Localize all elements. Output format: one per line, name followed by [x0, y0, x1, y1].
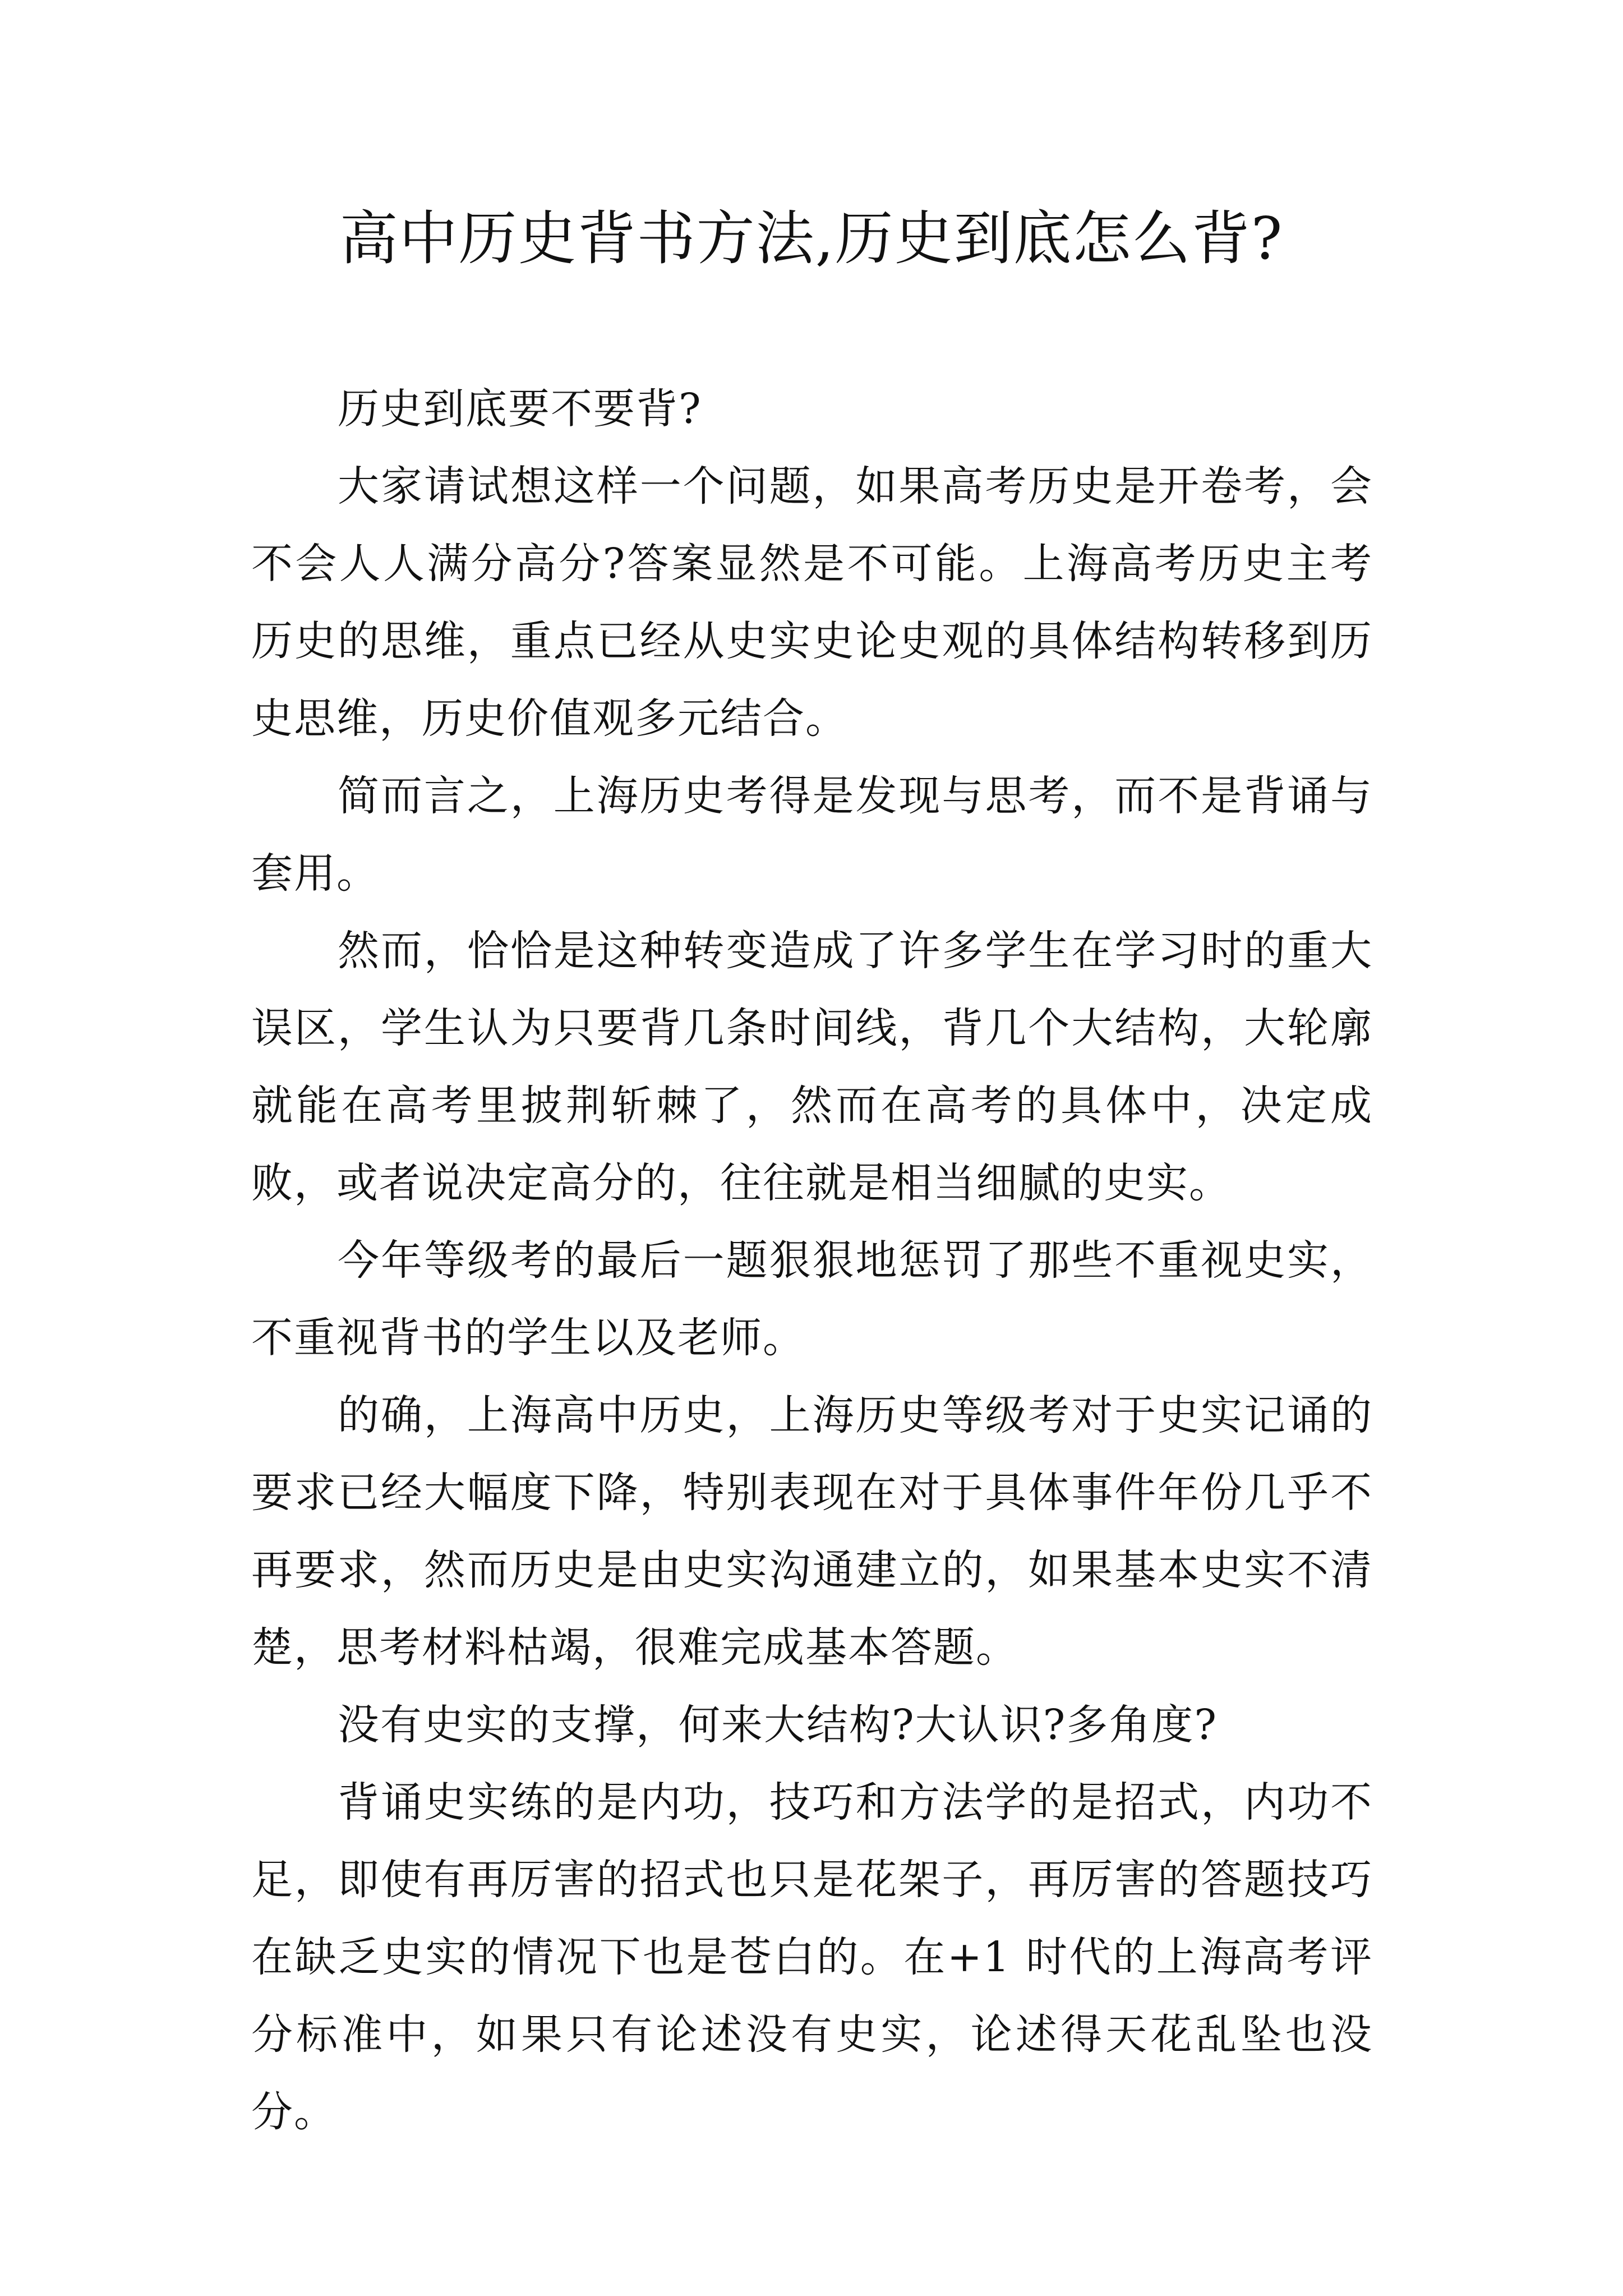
paragraph: 的确，上海高中历史，上海历史等级考对于史实记诵的要求已经大幅度下降，特别表现在对于具体事件年份几乎不再要求，然而历史是由史实沟通建立的，如果基本史实不清楚，思考材料枯竭，很难完成基本答题。	[251, 1391, 1373, 1672]
document-title: 高中历史背书方法,历史到底怎么背?	[339, 204, 1284, 273]
paragraph: 没有史实的支撑，何来大结构?大认识?多角度?	[338, 1701, 1218, 1749]
paragraph: 今年等级考的最后一题狠狠地惩罚了那些不重视史实，不重视背书的学生以及老师。	[251, 1236, 1373, 1362]
paragraph: 然而，恰恰是这种转变造成了许多学生在学习时的重大误区，学生认为只要背几条时间线，背几个大结构，大轮廓就能在高考里披荆斩棘了，然而在高考的具体中，决定成败，或者说决定高分的，往往就是相当细腻的史实。	[251, 927, 1373, 1207]
paragraph: 大家请试想这样一个问题，如果高考历史是开卷考，会不会人人满分高分?答案显然是不可能。上海高考历史主考历史的思维，重点已经从史实史论史观的具体结构转移到历史思维，历史价值观多元结合。	[251, 462, 1373, 743]
paragraph: 背诵史实练的是内功，技巧和方法学的是招式，内功不足，即使有再厉害的招式也只是花架子，再厉害的答题技巧在缺乏史实的情况下也是苍白的。在+1 时代的上海高考评分标准中，如果只有论述没有史实，论述得天花乱坠也没分。	[251, 1778, 1373, 2136]
paragraph: 简而言之，上海历史考得是发现与思考，而不是背诵与套用。	[251, 772, 1373, 898]
paragraph: 历史到底要不要背?	[338, 385, 702, 433]
document-body	[251, 370, 1373, 2151]
